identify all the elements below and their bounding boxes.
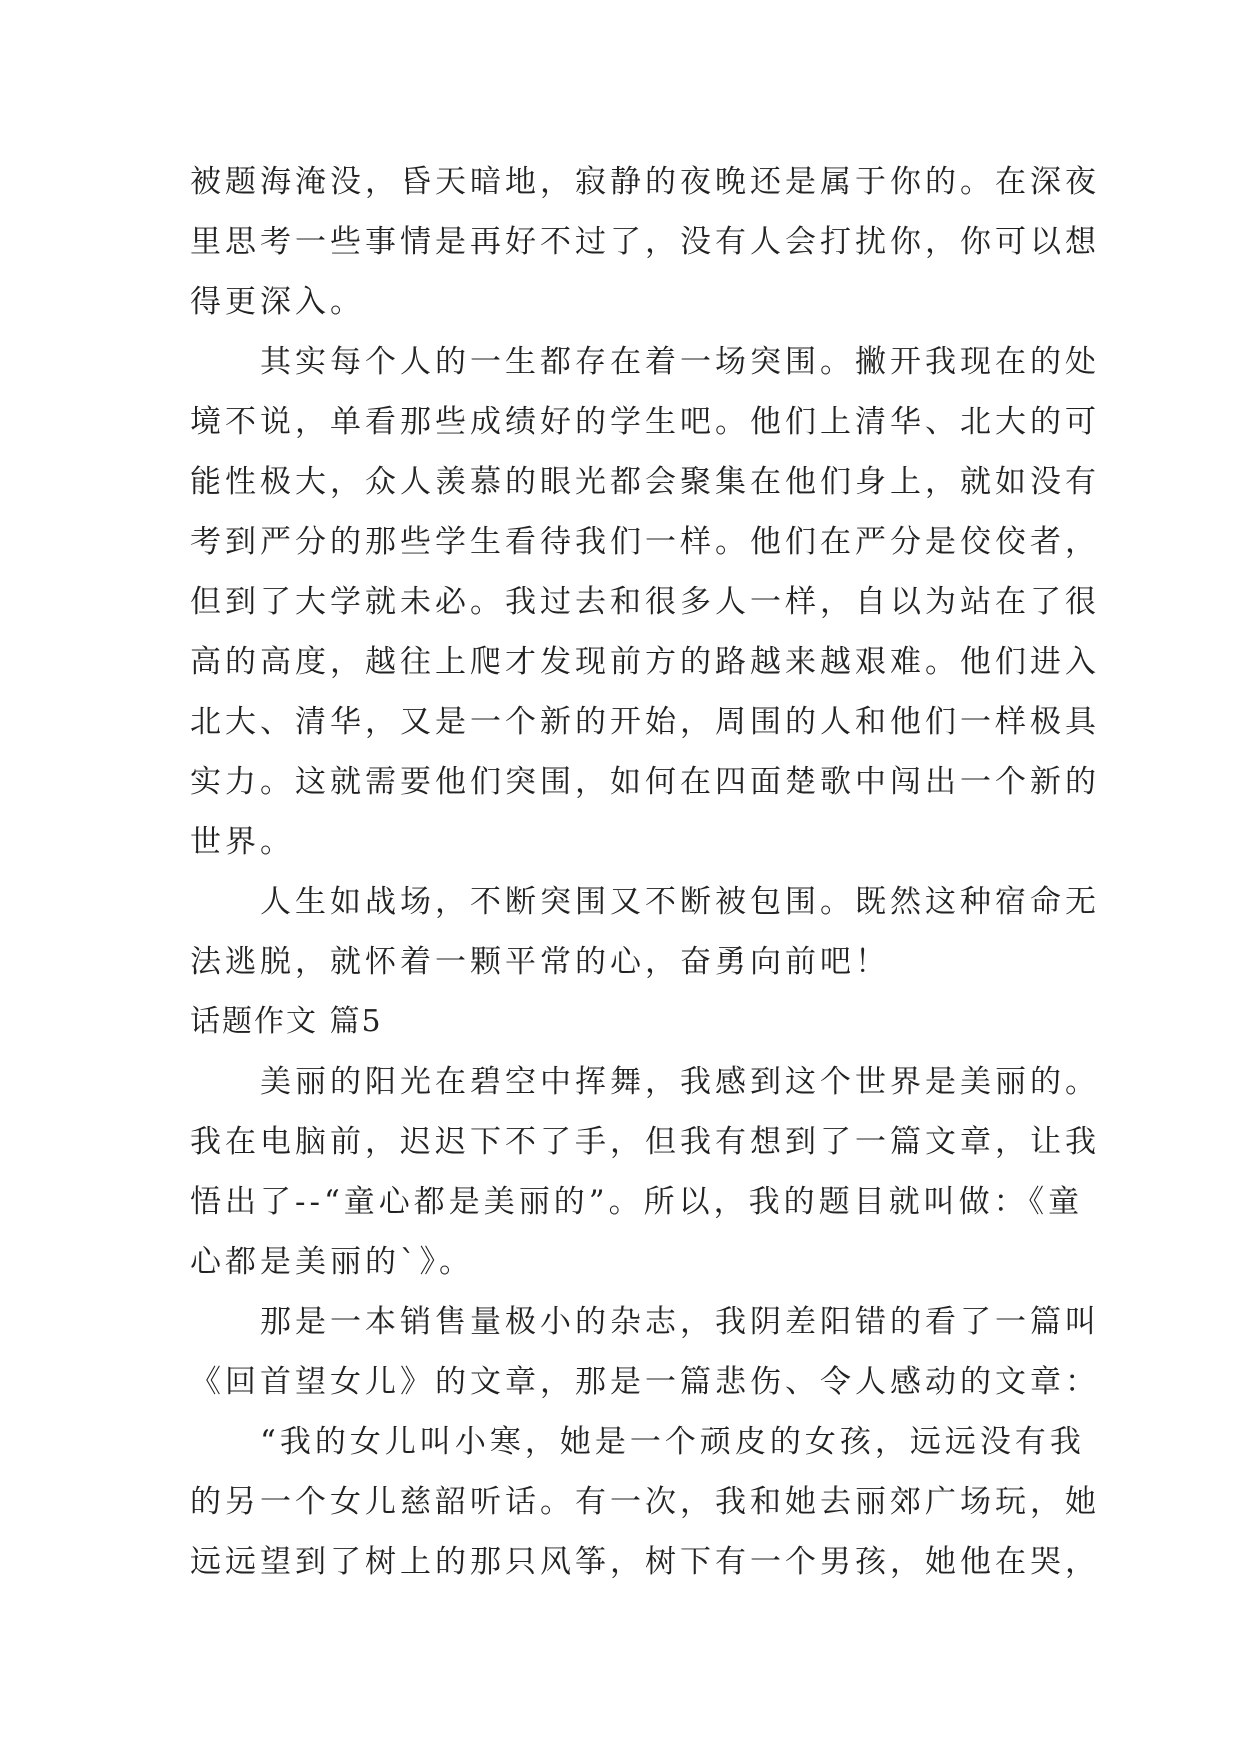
text-line: 法逃脱，就怀着一颗平常的心，奋勇向前吧！ [190,944,890,980]
text-line: 得更深入。 [190,284,365,320]
text-line: 那是一本销售量极小的杂志，我阴差阳错的看了一篇叫 [260,1304,1100,1340]
text-line: 世界。 [190,824,295,860]
text-line: 能性极大，众人羡慕的眼光都会聚集在他们身上，就如没有 [190,464,1100,500]
text-line: 考到严分的那些学生看待我们一样。他们在严分是佼佼者， [190,524,1100,560]
text-line: 里思考一些事情是再好不过了，没有人会打扰你，你可以想 [190,224,1100,260]
text-line: 我在电脑前，迟迟下不了手，但我有想到了一篇文章，让我 [190,1124,1100,1160]
section-heading: 话题作文 篇5 [190,1004,383,1039]
text-line: 实力。这就需要他们突围，如何在四面楚歌中闯出一个新的 [190,764,1100,800]
text-line: 高的高度，越往上爬才发现前方的路越来越艰难。他们进入 [190,644,1100,680]
document-body [190,152,1100,1592]
text-line: 心都是美丽的`》。 [190,1244,474,1280]
text-line: 北大、清华，又是一个新的开始，周围的人和他们一样极具 [190,704,1100,740]
text-line: 《回首望女儿》的文章，那是一篇悲伤、令人感动的文章： [190,1364,1100,1400]
text-line: 被题海淹没，昏天暗地，寂静的夜晚还是属于你的。在深夜 [190,164,1100,200]
text-line: 但到了大学就未必。我过去和很多人一样，自以为站在了很 [190,584,1100,620]
text-line: 人生如战场，不断突围又不断被包围。既然这种宿命无 [260,884,1100,920]
text-line: 美丽的阳光在碧空中挥舞，我感到这个世界是美丽的。 [260,1064,1100,1100]
text-line: 其实每个人的一生都存在着一场突围。撇开我现在的处 [260,344,1100,380]
text-line: “我的女儿叫小寒，她是一个顽皮的女孩，远远没有我 [260,1424,1085,1460]
text-line: 远远望到了树上的那只风筝，树下有一个男孩，她他在哭， [190,1544,1100,1580]
text-line: 的另一个女儿慈韶听话。有一次，我和她去丽郊广场玩，她 [190,1484,1100,1520]
text-line: 境不说，单看那些成绩好的学生吧。他们上清华、北大的可 [190,404,1100,440]
text-line: 悟出了--“童心都是美丽的”。所以，我的题目就叫做：《童 [190,1184,1084,1220]
